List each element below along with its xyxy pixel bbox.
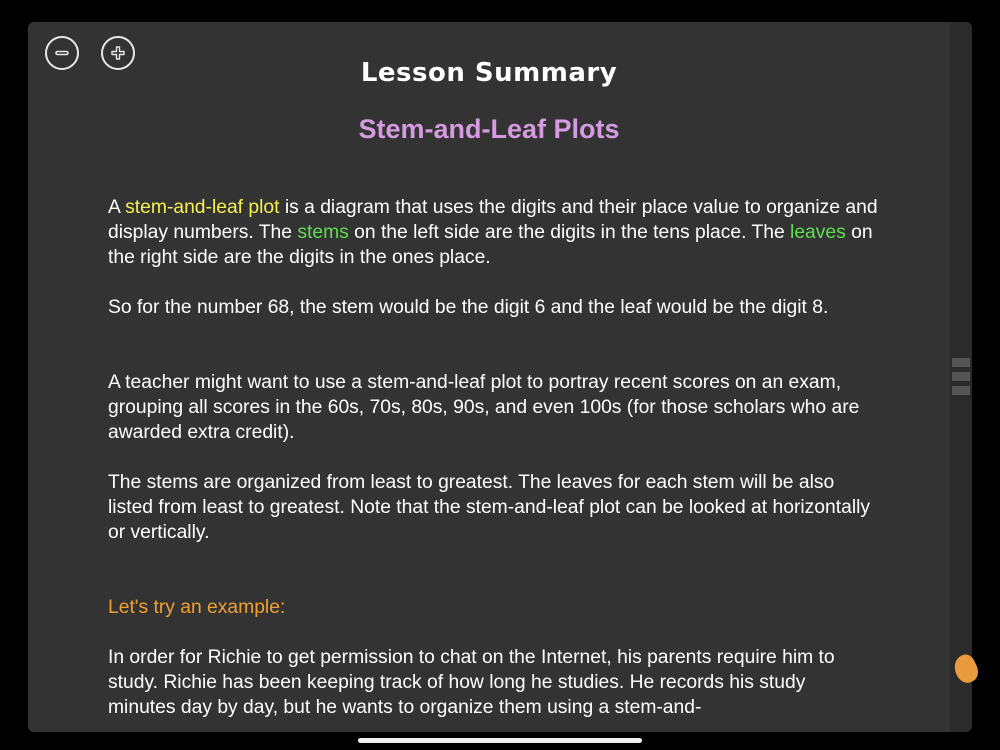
- lesson-title: Stem-and-Leaf Plots: [358, 114, 620, 144]
- term-leaves: leaves: [790, 222, 846, 243]
- header-title: Lesson Summary: [360, 58, 618, 88]
- number-example-paragraph: So for the number 68, the stem would be the digit 6 and the leaf would be the digit 8.: [108, 297, 829, 318]
- teacher-paragraph: A teacher might want to use a stem-and-leaf plot to portray recent scores on an exam, grouping all scores in the 60s, 70s, 80s, 90s, and even 100s (for those scholars who are awarded extra credit).: [108, 372, 860, 443]
- term-stem-and-leaf-plot: stem-and-leaf plot: [125, 197, 280, 218]
- term-stems: stems: [297, 222, 349, 243]
- ordering-paragraph: The stems are organized from least to greatest. The leaves for each stem will be also listed from least to greatest. Note that the stem-and-leaf plot can be looked at horizontally or vertically.: [108, 472, 871, 543]
- lesson-content: [108, 195, 878, 720]
- text-segment: on the right side are the digits in the ones place.: [108, 222, 873, 268]
- definition-paragraph: [108, 195, 878, 270]
- drag-handle-bar[interactable]: [952, 386, 970, 395]
- example-heading: Let's try an example:: [108, 597, 286, 618]
- drag-handle-bar[interactable]: [952, 372, 970, 381]
- home-indicator[interactable]: [358, 738, 642, 743]
- drag-handle-bar[interactable]: [952, 358, 970, 367]
- text-segment: on the left side are the digits in the tens place. The: [348, 222, 791, 243]
- richie-paragraph: In order for Richie to get permission to chat on the Internet, his parents require him to study. Richie has been keeping track of how long he studies. He records his study minutes day by day, but he wants to organize them using a stem-and-: [108, 647, 835, 718]
- side-handle-strip[interactable]: [950, 22, 972, 732]
- lesson-panel: [28, 22, 972, 732]
- text-segment: A: [108, 197, 126, 218]
- text-segment: is a diagram that uses the digits and their place value to organize and display numbers. The: [108, 197, 878, 243]
